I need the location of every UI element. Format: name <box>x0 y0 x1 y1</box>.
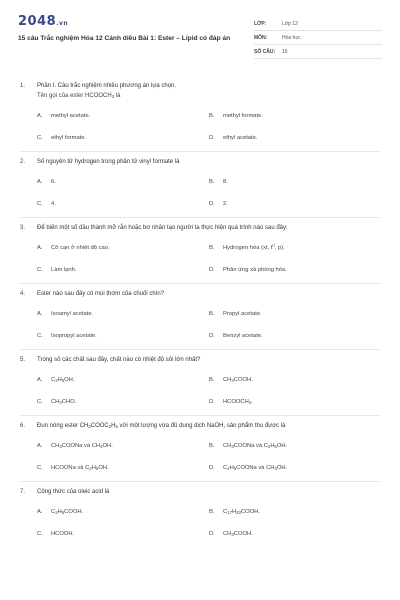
option-letter: B. <box>209 443 215 449</box>
divider <box>20 481 380 482</box>
answer-option[interactable] <box>209 200 381 208</box>
question-line <box>20 82 380 90</box>
question-line <box>20 158 380 166</box>
question-text: Để biến một số dầu thành mỡ rắn hoặc bơ nhân tạo người ta thực hiện quá trình nào sau đây: <box>37 225 288 231</box>
option-letter: A. <box>37 311 43 317</box>
answer-option[interactable] <box>37 178 209 186</box>
option-text: $C_{17}H_{33}COOH$. <box>223 509 260 515</box>
answer-option[interactable] <box>37 332 209 340</box>
option-letter: D. <box>209 333 215 339</box>
option-text: Phản ứng xà phòng hóa. <box>223 267 287 273</box>
option-text: ethyl formate. <box>51 135 87 141</box>
question-number: 3. <box>20 225 26 231</box>
answer-option[interactable] <box>37 508 209 516</box>
option-text: Isopropyl acetate. <box>51 333 97 339</box>
answer-option[interactable] <box>209 508 381 516</box>
answer-options <box>20 376 380 406</box>
question-number: 7. <box>20 489 26 495</box>
question-text: Đun nóng ester $CH_3COOC_2H_5$ với một lượng vừa đủ dung dịch NaOH, sản phẩm thu được là <box>37 423 286 429</box>
question-text: Phần I. Câu trắc nghiệm nhiều phương án lựa chọn. <box>37 83 177 89</box>
option-letter: A. <box>37 113 43 119</box>
option-text: methyl acetate. <box>51 113 91 119</box>
option-letter: C. <box>37 135 43 141</box>
option-text: $CH_3COONa$ và $CH_3OH$. <box>51 443 113 449</box>
question-text: Ester nào sau đây có mùi thơm của chuối chín? <box>37 291 165 297</box>
answer-option[interactable] <box>209 266 381 274</box>
answer-option[interactable] <box>37 266 209 274</box>
question-number: 2. <box>20 159 26 165</box>
option-text: 8. <box>223 179 228 185</box>
question-block <box>20 82 380 142</box>
divider <box>20 349 380 350</box>
option-text: HCOOH. <box>51 531 75 537</box>
answer-option[interactable] <box>37 530 209 538</box>
option-letter: D. <box>209 201 215 207</box>
logo-main: 2048 <box>18 14 57 29</box>
option-text: HCOONa và $C_2H_5OH$. <box>51 465 109 471</box>
option-letter: C. <box>37 465 43 471</box>
question-line <box>20 488 380 496</box>
option-letter: A. <box>37 179 43 185</box>
answer-options <box>20 112 380 142</box>
answer-option[interactable] <box>37 376 209 384</box>
answer-option[interactable] <box>37 442 209 450</box>
option-text: $C_2H_5OH$. <box>51 377 75 383</box>
option-text: Benzyl acetate. <box>223 333 263 339</box>
answer-option[interactable] <box>209 310 381 318</box>
option-letter: D. <box>209 267 215 273</box>
answer-option[interactable] <box>209 332 381 340</box>
answer-option[interactable] <box>209 442 381 450</box>
option-letter: B. <box>209 113 215 119</box>
question-block <box>20 488 380 538</box>
option-letter: C. <box>37 399 43 405</box>
option-letter: A. <box>37 377 43 383</box>
option-letter: C. <box>37 201 43 207</box>
option-letter: B. <box>209 509 215 515</box>
option-letter: A. <box>37 245 43 251</box>
option-text: $C_2H_5COOH$. <box>51 509 84 515</box>
option-letter: B. <box>209 245 215 251</box>
option-letter: B. <box>209 179 215 185</box>
answer-option[interactable] <box>37 310 209 318</box>
question-number: 4. <box>20 291 26 297</box>
answer-options <box>20 310 380 340</box>
question-block <box>20 158 380 208</box>
answer-options <box>20 508 380 538</box>
answer-option[interactable] <box>37 244 209 252</box>
question-text: Trong số các chất sau đây, chất nào có nhiệt độ sôi lớn nhất? <box>37 357 201 363</box>
answer-options <box>20 442 380 472</box>
answer-option[interactable] <box>209 178 381 186</box>
option-text: ethyl acetate. <box>223 135 258 141</box>
question-text: Số nguyên tử hydrogen trong phân tử vinyl formate là <box>37 159 180 165</box>
option-letter: B. <box>209 311 215 317</box>
question-block <box>20 356 380 406</box>
meta-key: LỚP: <box>254 20 267 27</box>
answer-option[interactable] <box>37 134 209 142</box>
option-text: Làm lạnh. <box>51 267 77 273</box>
divider <box>20 415 380 416</box>
option-text: Isoamyl acetate. <box>51 311 94 317</box>
meta-value: Lớp 12 <box>282 20 298 27</box>
answer-options <box>20 178 380 208</box>
question-block <box>20 224 380 274</box>
answer-option[interactable] <box>209 134 381 142</box>
meta-row-class <box>254 17 382 31</box>
divider <box>20 151 380 152</box>
question-block <box>20 290 380 340</box>
answer-option[interactable] <box>37 112 209 120</box>
meta-value: 15 <box>282 48 288 55</box>
meta-key: MÔN: <box>254 34 268 41</box>
meta-row-subject <box>254 31 382 45</box>
question-line <box>20 422 380 430</box>
meta-row-count <box>254 45 382 59</box>
divider <box>20 283 380 284</box>
option-text: 2. <box>223 201 228 207</box>
option-letter: D. <box>209 465 215 471</box>
answer-option[interactable] <box>209 244 381 252</box>
divider <box>20 217 380 218</box>
option-letter: D. <box>209 135 215 141</box>
question-line <box>20 224 380 232</box>
option-letter: A. <box>37 509 43 515</box>
option-text: $HCOOCH_3$. <box>223 399 253 405</box>
option-text: Hydrogen hóa (xt, $t^o$, p). <box>223 242 285 251</box>
answer-option[interactable] <box>209 398 381 406</box>
question-text: Công thức của oleic acid là <box>37 489 110 495</box>
answer-options <box>20 244 380 274</box>
option-letter: C. <box>37 333 43 339</box>
option-text: 4. <box>51 201 56 207</box>
option-letter: B. <box>209 377 215 383</box>
option-text: Propyl acetate. <box>223 311 262 317</box>
option-text: $C_2H_5COONa$ và $CH_3OH$. <box>223 465 288 471</box>
option-text: $CH_3COONa$ và $C_2H_5OH$. <box>223 443 288 449</box>
option-letter: D. <box>209 399 215 405</box>
page-header <box>18 14 382 55</box>
question-line <box>20 356 380 364</box>
option-text: 6. <box>51 179 56 185</box>
question-number: 6. <box>20 423 26 429</box>
option-text: $CH_3CHO$. <box>51 399 77 405</box>
question-number: 5. <box>20 357 26 363</box>
answer-option[interactable] <box>37 200 209 208</box>
meta-key: SỐ CÂU: <box>254 48 276 55</box>
option-letter: C. <box>37 267 43 273</box>
answer-option[interactable] <box>209 376 381 384</box>
question-block <box>20 422 380 472</box>
answer-option[interactable] <box>37 464 209 472</box>
answer-option[interactable] <box>37 398 209 406</box>
question-subtext: Tên gọi của ester $HCOOCH_3$ là <box>37 93 121 99</box>
question-number: 1. <box>20 83 26 89</box>
option-letter: C. <box>37 531 43 537</box>
document-title: 15 câu Trắc nghiệm Hóa 12 Cánh diều Bài 1: Ester – Lipid có đáp án <box>18 35 231 42</box>
answer-option[interactable] <box>209 464 381 472</box>
meta-value: Hóa học <box>282 34 301 41</box>
logo-suffix: .vn <box>56 20 69 27</box>
answer-option[interactable] <box>209 530 381 538</box>
option-text: $CH_3COOH$. <box>223 531 253 537</box>
option-letter: D. <box>209 531 215 537</box>
question-list <box>20 82 380 538</box>
option-text: methyl formate. <box>223 113 263 119</box>
option-letter: A. <box>37 443 43 449</box>
option-text: Cô cạn ở nhiệt độ cao. <box>51 245 110 251</box>
option-text: $CH_3COOH$. <box>223 377 253 383</box>
question-line <box>20 290 380 298</box>
meta-table <box>254 17 382 59</box>
answer-option[interactable] <box>209 112 381 120</box>
